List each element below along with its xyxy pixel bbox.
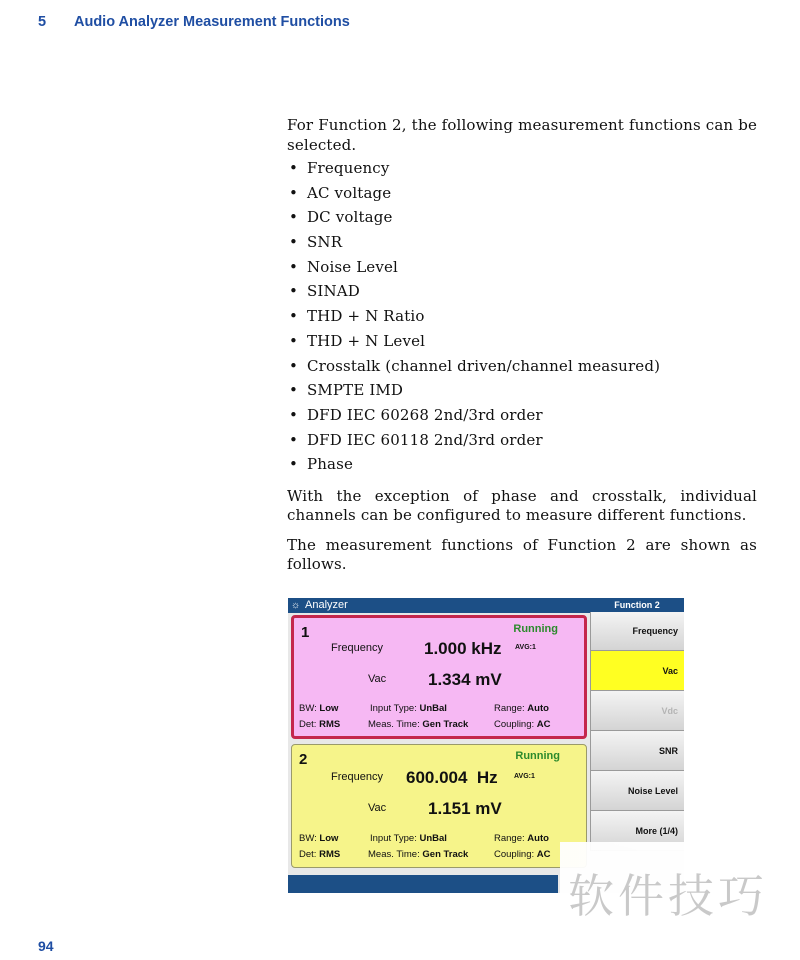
det-setting: Det: RMS xyxy=(299,719,341,730)
analyzer-title-bar xyxy=(288,598,590,613)
softkey-snr[interactable]: SNR xyxy=(590,731,684,771)
status-bar xyxy=(288,875,558,893)
body-text xyxy=(287,116,757,585)
intro-paragraph: For Function 2, the following measurement functions can be selected. xyxy=(287,116,757,154)
running-header xyxy=(38,14,350,30)
list-item: • DFD IEC 60118 2nd/3rd order xyxy=(287,431,757,456)
vac-value: 1.334 mV xyxy=(428,670,502,689)
vac-label: Vac xyxy=(368,673,387,685)
coupling-setting: Coupling: AC xyxy=(494,849,551,860)
softkey-header: Function 2 xyxy=(590,598,684,612)
bw-setting: BW: Low xyxy=(299,703,339,714)
status-running: Running xyxy=(513,623,558,635)
softkey-vdc[interactable]: Vdc xyxy=(590,691,684,731)
channel-number: 2 xyxy=(299,751,308,768)
frequency-label: Frequency xyxy=(331,642,383,654)
input-type-setting: Input Type: UnBal xyxy=(370,703,447,714)
meas-time-setting: Meas. Time: Gen Track xyxy=(368,719,469,730)
frequency-value: 600.004 Hz xyxy=(406,768,498,787)
list-item: • THD + N Ratio xyxy=(287,307,757,332)
status-running: Running xyxy=(515,750,560,762)
figure-intro-paragraph: The measurement functions of Function 2 are shown as follows. xyxy=(287,535,757,574)
page-number: 94 xyxy=(38,938,54,954)
chapter-title: Audio Analyzer Measurement Functions xyxy=(74,14,350,30)
softkey-panel xyxy=(590,598,684,841)
bw-setting: BW: Low xyxy=(299,833,339,844)
list-item: • AC voltage xyxy=(287,184,757,209)
input-type-setting: Input Type: UnBal xyxy=(370,833,447,844)
list-item: • SINAD xyxy=(287,282,757,307)
function-list xyxy=(287,159,757,480)
meas-time-setting: Meas. Time: Gen Track xyxy=(368,849,469,860)
frequency-label: Frequency xyxy=(331,771,383,783)
list-item: • Frequency xyxy=(287,159,757,184)
list-item: • THD + N Level xyxy=(287,332,757,357)
list-item: • SMPTE IMD xyxy=(287,381,757,406)
watermark xyxy=(560,842,800,960)
range-setting: Range: Auto xyxy=(494,833,549,844)
exception-paragraph: With the exception of phase and crosstalk, individual channels can be configured to measure different functions. xyxy=(287,486,757,525)
channel-number: 1 xyxy=(301,624,310,641)
avg-indicator: AVG:1 xyxy=(514,773,535,780)
softkey-noise-level[interactable]: Noise Level xyxy=(590,771,684,811)
det-setting: Det: RMS xyxy=(299,849,341,860)
frequency-value: 1.000 kHz xyxy=(424,639,502,658)
list-item: • DC voltage xyxy=(287,208,757,233)
list-item: • Phase xyxy=(287,455,757,480)
coupling-setting: Coupling: AC xyxy=(494,719,551,730)
list-item: • Crosstalk (channel driven/channel measured) xyxy=(287,357,757,382)
vac-label: Vac xyxy=(368,802,387,814)
list-item: • DFD IEC 60268 2nd/3rd order xyxy=(287,406,757,431)
sun-icon: ☼ xyxy=(291,600,301,611)
list-item: • SNR xyxy=(287,233,757,258)
range-setting: Range: Auto xyxy=(494,703,549,714)
channel-1-panel[interactable] xyxy=(291,615,587,739)
list-item: • Noise Level xyxy=(287,258,757,283)
softkey-frequency[interactable]: Frequency xyxy=(590,612,684,651)
avg-indicator: AVG:1 xyxy=(515,644,536,651)
vac-value: 1.151 mV xyxy=(428,799,502,818)
watermark-text: 软件技巧 xyxy=(568,869,768,923)
channel-2-panel[interactable] xyxy=(291,744,587,868)
softkey-more[interactable]: More (1/4) xyxy=(590,811,684,851)
analyzer-title: Analyzer xyxy=(305,599,348,611)
softkey-vac[interactable]: Vac xyxy=(590,651,684,691)
chapter-number: 5 xyxy=(38,14,47,30)
